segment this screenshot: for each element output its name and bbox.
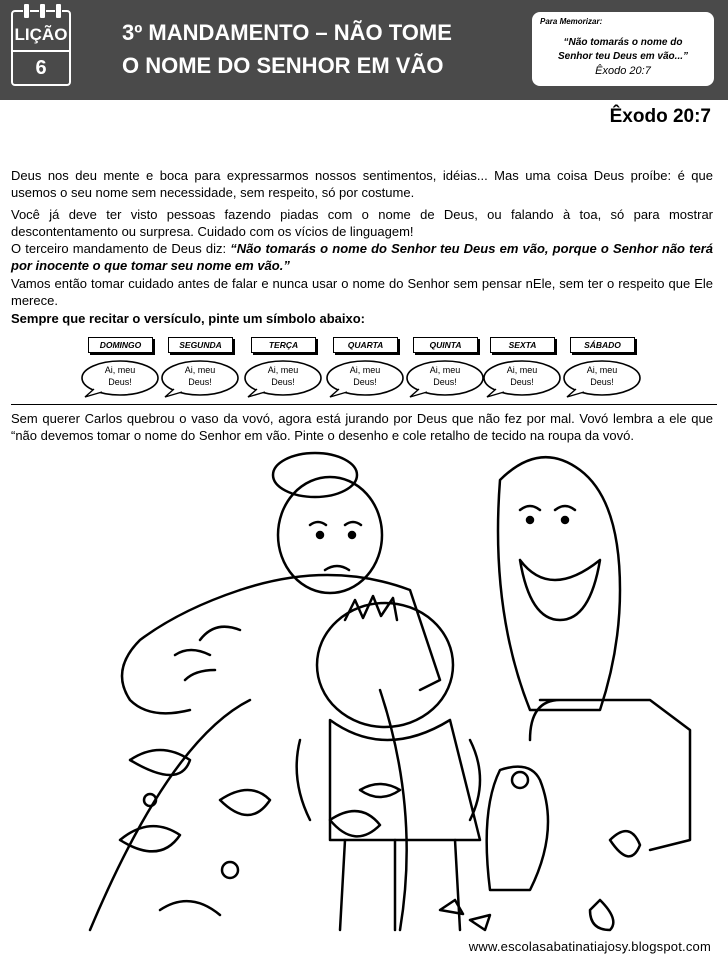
paragraph-intro: Deus nos deu mente e boca para expressarmos nossos sentimentos, idéias... Mas uma coisa Deus proíbe: é que usemos o seu nome sem necessidade, sem respeito, só por costume.	[11, 168, 713, 201]
website-footer: www.escolasabatinatiajosy.blogspot.com	[468, 939, 711, 954]
bubble-text-line1: Ai, meu	[429, 365, 461, 375]
bubble-text-line1: Ai, meu	[506, 365, 538, 375]
weekday-tracker	[0, 335, 728, 395]
bubble-text-line2: Deus!	[510, 377, 534, 387]
page-title-line1: 3º MANDAMENTO – NÃO TOME	[122, 20, 452, 45]
broken-vase	[440, 767, 640, 930]
bubble-text-line2: Deus!	[433, 377, 457, 387]
grandmother-figure	[90, 453, 440, 930]
bubble-text-line2: Deus!	[188, 377, 212, 387]
paragraph-advice: Vamos então tomar cuidado antes de falar e nunca usar o nome do Senhor sem pensar nEle, sem ter o respeito que Ele merece.	[11, 276, 713, 309]
bubble-text-line2: Deus!	[590, 377, 614, 387]
bubble-text-line1: Ai, meu	[349, 365, 381, 375]
paragraph-examples: Você já deve ter visto pessoas fazendo piadas com o nome de Deus, ou falando à toa, só para mostrar descontentamento ou surpresa. Cuidado com os vícios de linguagem!	[11, 207, 713, 240]
instruction-text: Sempre que recitar o versículo, pinte um símbolo abaixo:	[11, 311, 365, 326]
coloring-illustration	[0, 440, 728, 940]
boy-figure	[297, 596, 480, 930]
calendar-divider	[13, 50, 69, 52]
day-label: QUINTA	[413, 337, 478, 353]
calendar-ring	[55, 3, 62, 19]
memorize-verse-line1: “Não tomarás o nome do	[563, 37, 683, 48]
header-banner	[0, 0, 728, 100]
calendar-icon	[11, 10, 71, 86]
bubble-text-line2: Deus!	[108, 377, 132, 387]
commandment-intro: O terceiro mandamento de Deus diz:	[11, 241, 231, 256]
day-label: SEGUNDA	[168, 337, 233, 353]
statue-figure	[498, 457, 690, 850]
page-title-line2: O NOME DO SENHOR EM VÃO	[122, 53, 444, 78]
bubble-text-line1: Ai, meu	[586, 365, 618, 375]
bubble-text-line2: Deus!	[353, 377, 377, 387]
calendar-ring	[23, 3, 30, 19]
bubble-text-line1: Ai, meu	[104, 365, 136, 375]
lesson-label: LIÇÃO	[14, 25, 68, 44]
paragraph-commandment	[11, 240, 713, 275]
bubble-text-line1: Ai, meu	[267, 365, 299, 375]
day-label: QUARTA	[333, 337, 398, 353]
memorize-verse-line2: Senhor teu Deus em vão...”	[557, 51, 689, 62]
memorize-label: Para Memorizar:	[540, 17, 603, 26]
memorize-box	[532, 12, 714, 86]
section-divider	[11, 404, 717, 405]
bubble-text-line2: Deus!	[271, 377, 295, 387]
day-label: TERÇA	[251, 337, 316, 353]
memorize-reference: Êxodo 20:7	[595, 65, 651, 77]
day-label: DOMINGO	[88, 337, 153, 353]
calendar-ring	[39, 3, 46, 19]
story-text: Sem querer Carlos quebrou o vaso da vovó, agora está jurando por Deus que não fez por mal. Vovó lembra a ele que “não devemos tomar o nome do Senhor em vão. Pinte o desenho e cole retalho de tecido na roupa da vovó.	[11, 411, 713, 444]
lesson-number: 6	[35, 57, 47, 79]
commandment-quote: “Não tomarás o nome do Senhor teu Deus em vão, porque o Senhor não terá por inocente o que tomar seu nome em vão.”	[11, 241, 713, 274]
day-label: SÁBADO	[570, 337, 635, 353]
verse-reference: Êxodo 20:7	[609, 106, 711, 127]
day-label: SEXTA	[490, 337, 555, 353]
bubble-text-line1: Ai, meu	[184, 365, 216, 375]
